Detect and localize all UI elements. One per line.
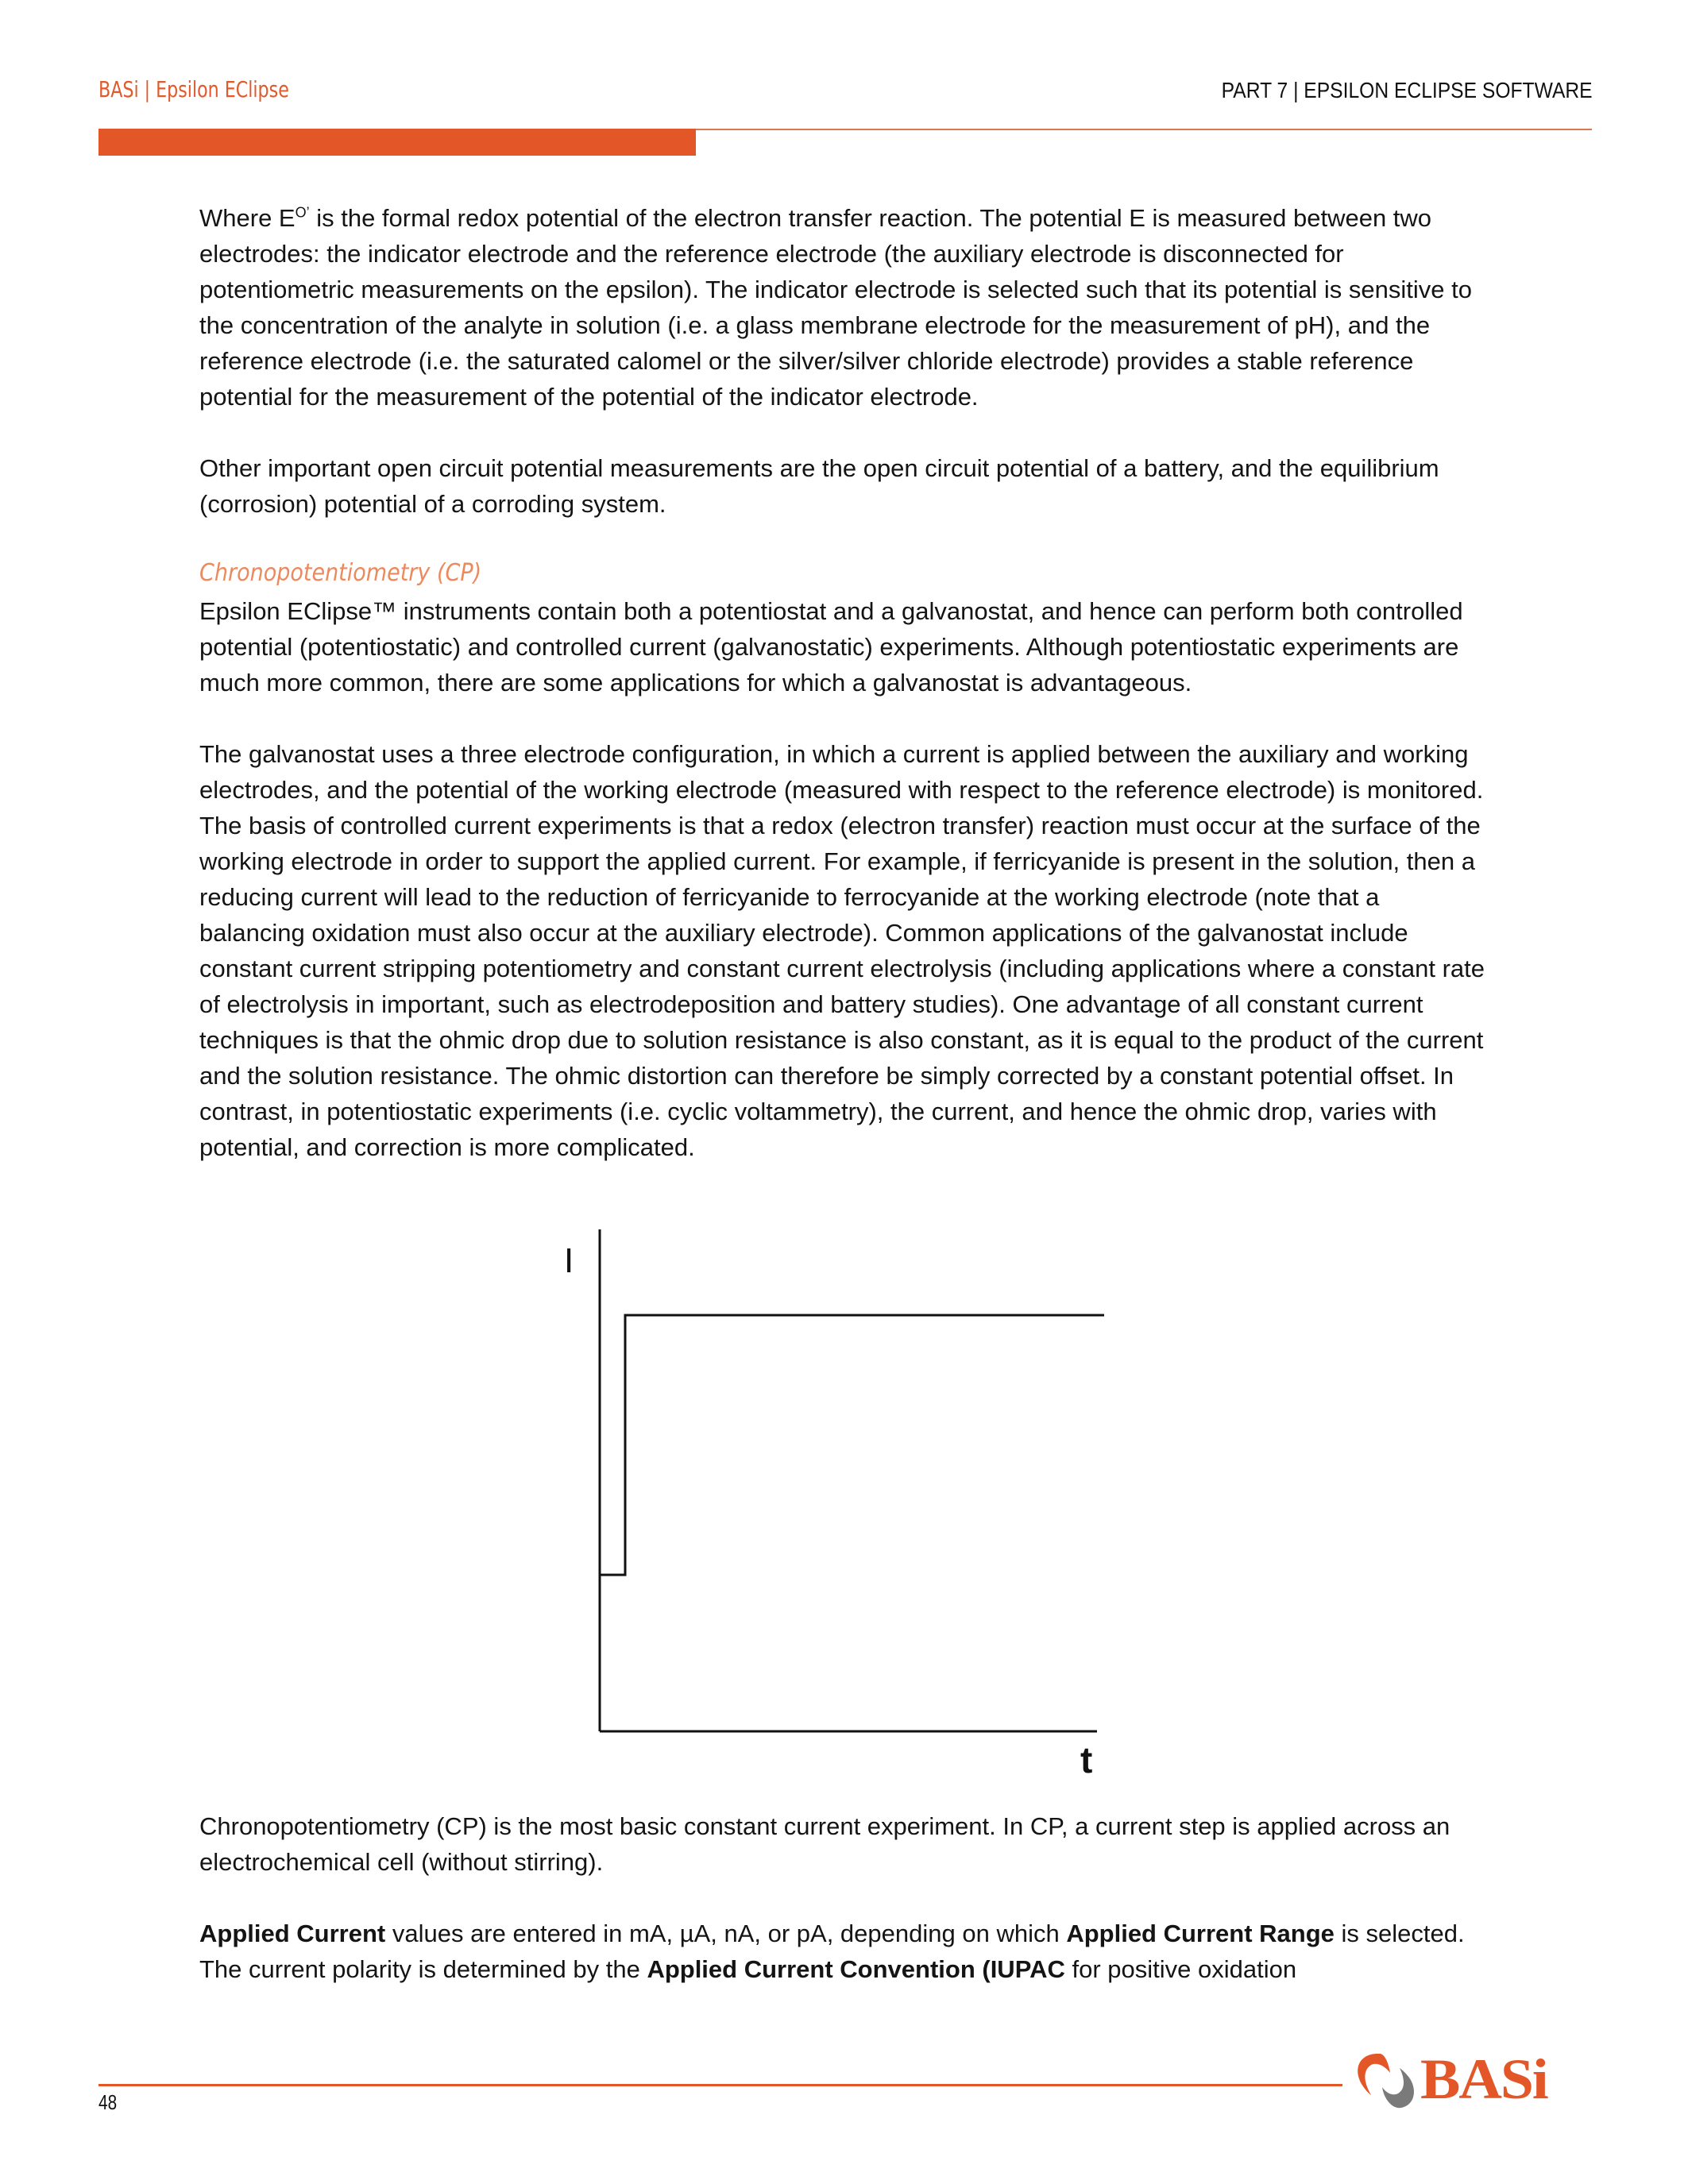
page-number: 48 <box>98 2090 118 2114</box>
bold-term: Applied Current Convention (IUPAC <box>647 1955 1065 1983</box>
text-run: values are entered in mA, µA, nA, or pA, depending on which <box>385 1920 1067 1947</box>
y-axis-label: I <box>564 1241 574 1280</box>
header-title-left: BASi | Epsilon EClipse <box>98 76 289 102</box>
header-rule <box>696 129 1592 130</box>
section-heading: Chronopotentiometry (CP) <box>199 559 482 587</box>
chart-svg <box>540 1207 1112 1779</box>
header-title-right: PART 7 | EPSILON ECLIPSE SOFTWARE <box>1222 78 1593 102</box>
superscript: O’ <box>295 204 310 221</box>
paragraph-text: The galvanostat uses a three electrode configuration, in which a current is applied between the auxiliary and working electrodes, and the potential of the working electrode (measured with respect to the reference electrode) is monitored. The basis of controlled current experiments is that a redox (electron transfer) reaction must occur at the surface of the working electrode in order to support the applied current. For example, if ferricyanide is present in the solution, then a reducing current will lead to the reduction of ferricyanide to ferrocyanide at the working electrode (note that a balancing oxidation must also occur at the auxiliary electrode). Common applications of the galvanostat include constant current stripping potentiometry and constant current electrolysis (including applications where a constant rate of electrolysis in important, such as electrodeposition and battery studies). One advantage of all constant current techniques is that the ohmic drop due to solution resistance is also constant, as it is equal to the product of the current and the solution resistance. The ohmic distortion can therefore be simply corrected by a constant potential offset. In contrast, in potentiostatic experiments (i.e. cyclic voltammetry), the current, and hence the ohmic drop, varies with potential, and correction is more complicated. <box>199 740 1485 1161</box>
x-axis-label: t <box>1080 1739 1093 1779</box>
text-run: is the formal redox potential of the electron transfer reaction. The potential E is measured between two electrodes: the indicator electrode and the reference electrode (the auxiliary electrode is disconnected for potentiometric measurements on the epsilon). The indicator electrode is selected such that its potential is sensitive to the concentration of the analyte in solution (i.e. a glass membrane electrode for the measurement of pH), and the reference electrode (i.e. the saturated calomel or the silver/silver chloride electrode) provides a stable reference potential for the measurement of the potential of the indicator electrode. <box>199 204 1472 411</box>
text-run: Where E <box>199 204 295 232</box>
bold-term: Applied Current <box>199 1920 386 1947</box>
paragraph-text: Chronopotentiometry (CP) is the most basic constant current experiment. In CP, a current step is applied across an electrochemical cell (without stirring). <box>199 1812 1450 1876</box>
paragraph-galvanostat-detail <box>199 736 1486 1165</box>
swirl-logo-icon <box>1350 2049 1419 2113</box>
basi-logo <box>1350 2049 1589 2113</box>
text-run: for positive oxidation <box>1064 1955 1297 1983</box>
current-step-line <box>600 1315 1104 1575</box>
paragraph-open-circuit <box>199 450 1486 522</box>
paragraph-applied-current <box>199 1916 1486 1987</box>
paragraph-text: Other important open circuit potential measurements are the open circuit potential of a battery, and the equilibrium (corrosion) potential of a corroding system. <box>199 454 1439 518</box>
current-step-figure <box>540 1207 1112 1779</box>
paragraph-cp-definition <box>199 1808 1486 1880</box>
bold-term: Applied Current Range <box>1066 1920 1335 1947</box>
footer-rule <box>98 2084 1342 2086</box>
logo-wordmark: BASi <box>1420 2047 1547 2111</box>
paragraph-formal-potential <box>199 200 1486 415</box>
paragraph-text: Epsilon EClipse™ instruments contain both a potentiostat and a galvanostat, and hence can perform both controlled potential (potentiostatic) and controlled current (galvanostatic) experiments. Although potentiostatic experiments are much more common, there are some applications for which a galvanostat is advantageous. <box>199 597 1463 696</box>
text-run: is selected. The current polarity is determined by the <box>199 1920 1465 1983</box>
paragraph-galvanostat-intro <box>199 593 1486 700</box>
header-accent-bar <box>98 129 696 156</box>
